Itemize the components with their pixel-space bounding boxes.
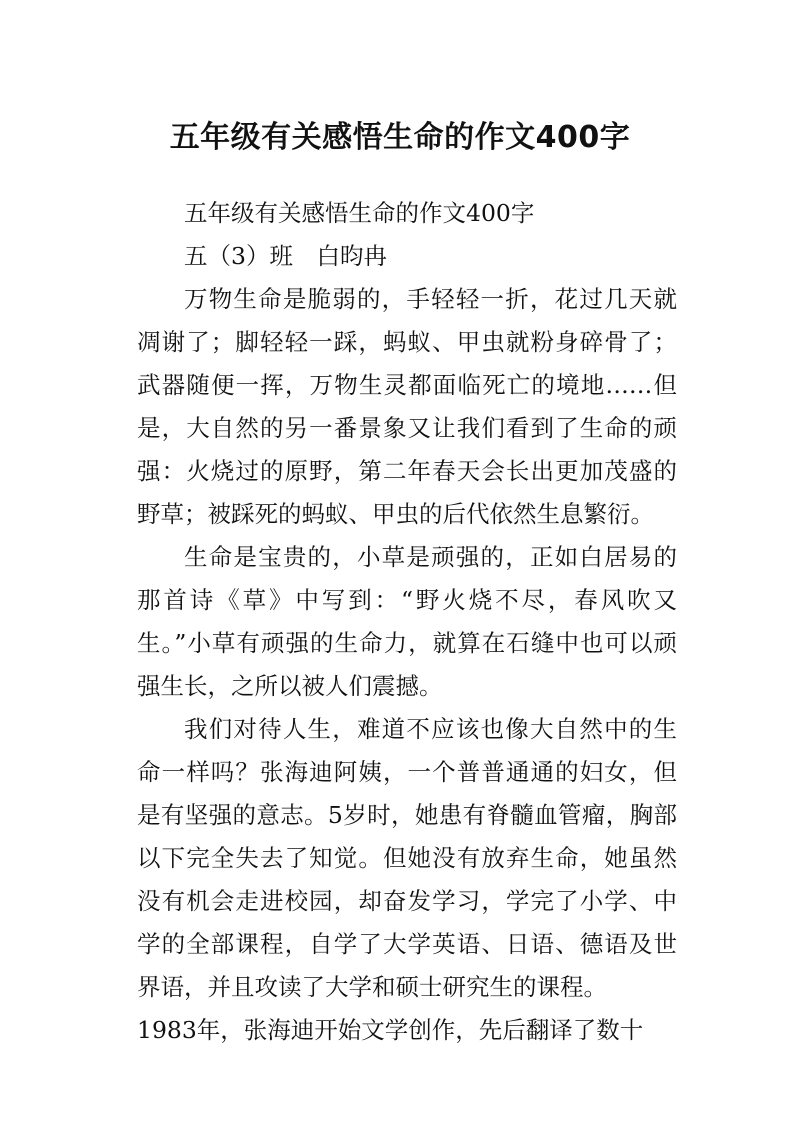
paragraph: 万物生命是脆弱的，手轻轻一折，花过几天就凋谢了；脚轻轻一踩，蚂蚁、甲虫就粉身碎骨了；武器随便一挥，万物生灵都面临死亡的境地……但是，大自然的另一番景象又让我们看到了生命的顽强：火烧过的原野，第二年春天会长出更加茂盛的野草；被踩死的蚂蚁、甲虫的后代依然生息繁衍。 (137, 285, 677, 528)
document-subtitle: 五年级有关感悟生命的作文400字 (184, 199, 535, 227)
paragraph: 我们对待人生，难道不应该也像大自然中的生命一样吗？张海迪阿姨，一个普普通通的妇女，但是有坚强的意志。5岁时，她患有脊髓血管瘤，胸部以下完全失去了知觉。但她没有放弃生命，她虽然没有机会走进校园，却奋发学习，学完了小学、中学的全部课程，自学了大学英语、日语、德语及世界语，并且攻读了大学和硕士研究生的课程。 (137, 715, 677, 1001)
document-body (137, 192, 677, 1052)
paragraph: 生命是宝贵的，小草是顽强的，正如白居易的那首诗《草》中写到：“野火烧不尽，春风吹又生。”小草有顽强的生命力，就算在石缝中也可以顽强生长，之所以被人们震撼。 (137, 543, 677, 700)
document-title: 五年级有关感悟生命的作文400字 (169, 120, 631, 156)
paragraph: 1983年，张海迪开始文学创作，先后翻译了数十 (137, 1016, 644, 1044)
author-line: 五（3）班 白昀冉 (184, 242, 387, 270)
